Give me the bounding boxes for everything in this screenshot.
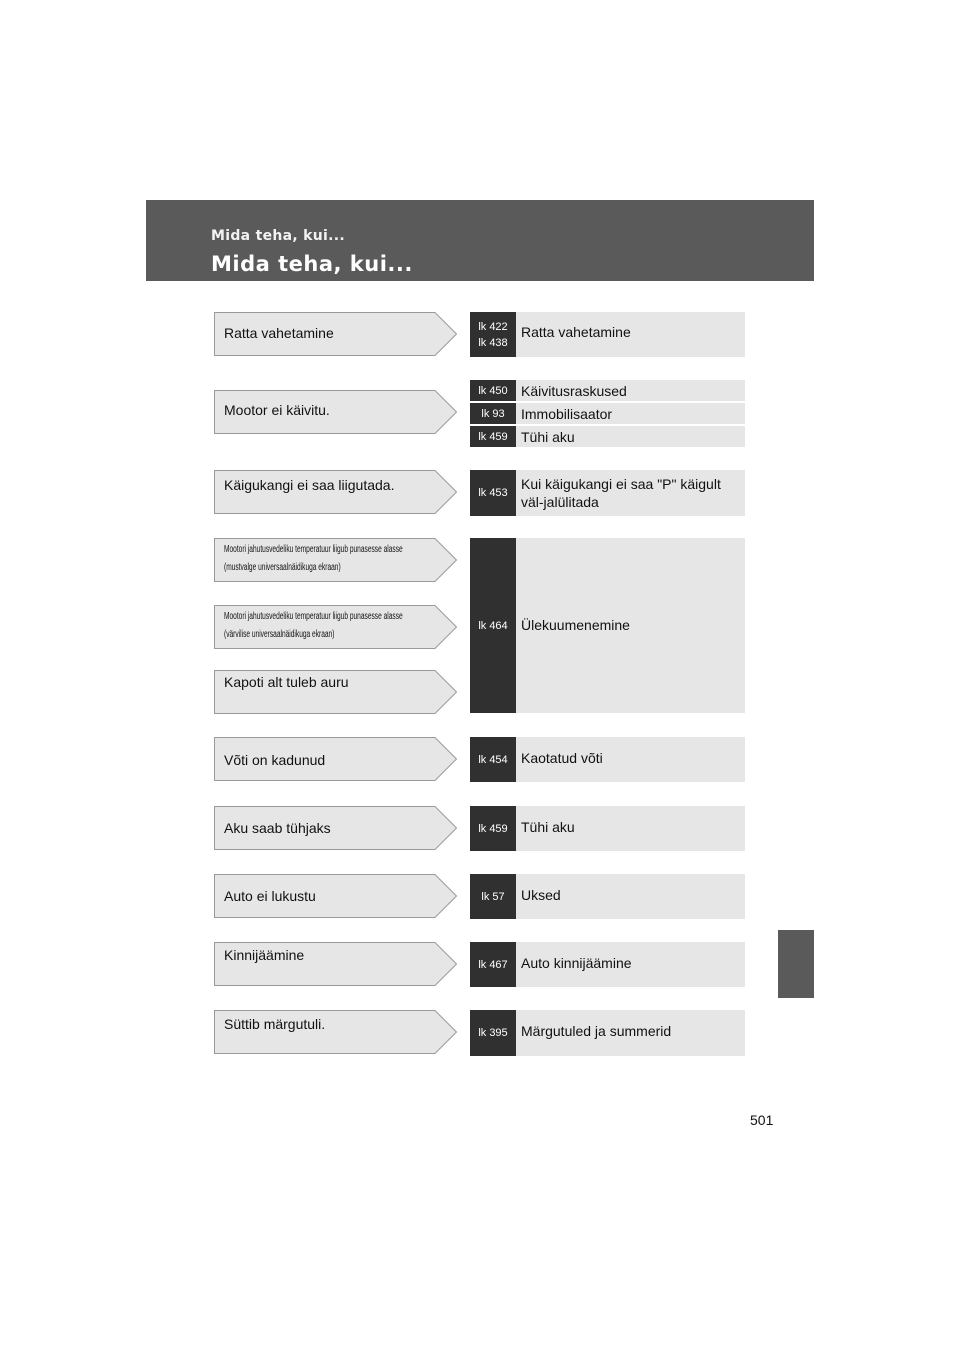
page-number: 501 [750,1112,774,1128]
situation-label: Aku saab tühjaks [224,820,331,836]
page-ref-badge [470,312,516,357]
page-ref-badge [470,874,516,919]
reference-row[interactable] [470,403,745,424]
section-title: Mida teha, kui... [211,252,413,276]
page-ref: lk 467 [478,958,508,971]
reference-row[interactable] [470,312,745,357]
reference-row[interactable] [470,737,745,782]
section-header [146,200,814,281]
section-subtitle: Mida teha, kui... [211,228,345,244]
situation-label: Mootor ei käivitu. [224,402,330,418]
page-ref-badge [470,403,516,424]
reference-label: Kui käigukangi ei saa "P" käigult väl-jalülitada [521,476,721,510]
page-ref-badge [470,942,516,987]
situation-arrow [214,1010,457,1054]
situation-arrow [214,670,457,714]
page-ref: lk 454 [478,753,508,766]
situation-label: Ratta vahetamine [224,325,334,341]
situation-label: Süttib märgutuli. [224,1016,326,1032]
situation-arrow [214,390,457,434]
reference-label: Käivitusraskused [521,383,627,399]
page-ref-badge [470,737,516,782]
reference-label: Märgutuled ja summerid [521,1023,672,1039]
reference-row[interactable] [470,874,745,919]
reference-row[interactable] [470,538,745,713]
reference-label: Kaotatud võti [521,750,603,766]
chapter-tab [778,930,814,998]
reference-row[interactable] [470,380,745,401]
reference-label: Uksed [521,887,561,903]
situation-arrow [214,312,457,356]
situation-label: Kapoti alt tuleb auru [224,674,349,690]
page-ref-badge [470,1010,516,1056]
reference-row[interactable] [470,426,745,447]
situation-arrow [214,874,457,918]
situation-label: (mustvalge universaalnäidikuga ekraan) [224,562,341,573]
reference-label: Immobilisaator [521,406,613,422]
page-ref-badge [470,426,516,447]
reference-row[interactable] [470,942,745,987]
page-ref: lk 395 [478,1027,508,1039]
page-ref-badge [470,806,516,851]
page-ref-badge [470,538,516,713]
situation-label: Käigukangi ei saa liigutada. [224,477,395,493]
reference-row[interactable] [470,1010,745,1056]
situation-label: Mootori jahutusvedeliku temperatuur liigub punasesse alasse [224,611,403,622]
page-ref: lk 464 [478,619,508,632]
page-ref: lk 93 [481,407,505,420]
page-ref: lk 459 [478,430,508,443]
reference-row[interactable] [470,806,745,851]
situation-label: (värvilise universaalnäidikuga ekraan) [224,629,335,640]
page-ref: lk 57 [481,890,505,903]
situation-arrow [214,806,457,850]
situation-label: Võti on kadunud [224,752,326,768]
situation-arrow [214,470,457,514]
situation-arrow [214,605,457,649]
page-ref: lk 450 [478,384,508,397]
reference-label: Tühi aku [521,819,575,835]
situation-label: Mootori jahutusvedeliku temperatuur liigub punasesse alasse [224,544,403,555]
reference-label: Auto kinnijäämine [521,955,632,971]
situation-arrow [214,737,457,781]
page-ref-badge [470,380,516,401]
situation-arrow [214,538,457,582]
page-ref: lk 459 [478,822,508,835]
page-ref: lk 438 [478,336,508,349]
page-ref: lk 422 [478,320,508,333]
page-ref: lk 453 [478,487,508,499]
reference-label: Ülekuumenemine [521,617,630,633]
reference-label: Tühi aku [521,429,575,445]
reference-row[interactable] [470,470,745,516]
situation-arrow [214,942,457,986]
situation-label: Auto ei lukustu [224,888,316,904]
page-ref-badge [470,470,516,516]
situation-label: Kinnijäämine [224,947,305,963]
reference-label: Ratta vahetamine [521,324,631,340]
